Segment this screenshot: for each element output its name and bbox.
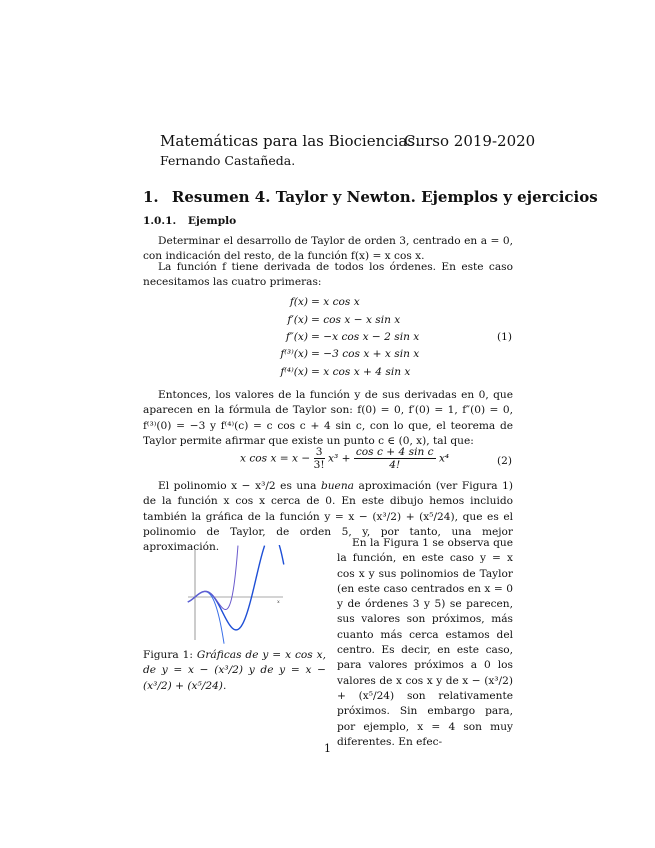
equation-2-fraction-2 xyxy=(354,446,436,471)
page-number: 1 xyxy=(324,742,331,755)
course-label: Curso 2019-2020 xyxy=(404,132,536,150)
paragraph-derivatives-intro: La función f tiene derivada de todos los órdenes. En este caso necesitamos las cuatro primeras: xyxy=(143,261,513,289)
paragraph-problem: Determinar el desarrollo de Taylor de orden 3, centrado en a = 0, con indicación del resto, de la función f(x) = x cos x. xyxy=(143,235,513,263)
equation-2-fraction-1 xyxy=(314,446,325,471)
taylor-plot xyxy=(143,545,328,645)
document-title: Matemáticas para las Biociencias. xyxy=(160,132,420,150)
subsection-heading xyxy=(143,215,236,227)
author-name: Fernando Castañeda. xyxy=(160,153,296,168)
equation-line: f⁽³⁾(x) xyxy=(280,348,308,360)
equation-2-tail: x⁴ xyxy=(438,452,450,465)
subsection-title: Ejemplo xyxy=(187,215,237,227)
section-number: 1. xyxy=(143,188,159,206)
caption-label: Figura 1: xyxy=(143,649,193,661)
equation-number-2: (2) xyxy=(497,455,513,467)
fraction-denominator: 3! xyxy=(313,459,325,471)
section-heading xyxy=(143,188,598,206)
equation-2-lhs: x cos x = x − xyxy=(240,452,311,465)
plot-series xyxy=(188,545,284,644)
equation-line: f⁽⁴⁾(x) xyxy=(280,366,308,378)
plot-axes xyxy=(188,550,283,640)
caption-text: Gráficas de y = x cos x, de y = x − (x³/2) y de y = x − (x³/2) + (x⁵/24). xyxy=(143,649,327,692)
fraction-denominator: 4! xyxy=(389,459,401,471)
series-line xyxy=(188,592,224,644)
paragraph-approximation-end: aproximación (ver Figura 1) de la función x cos x cerca de 0. En este dibujo hemos incluido también la gráfica de la función y = x − (x³/2) + (x⁵/24), que es el polinomio de Taylor, de orden 5, y, por tanto, una mejor aproximación. xyxy=(143,480,513,554)
paragraph-approximation-start: El polinomio x − x³/2 es una xyxy=(158,480,321,492)
equation-line: = −x cos x − 2 sin x xyxy=(311,331,420,343)
equation-2 xyxy=(240,446,449,471)
series-line xyxy=(188,545,284,630)
equation-line: = x cos x + 4 sin x xyxy=(311,366,411,378)
emphasis-buena: buena xyxy=(320,480,354,492)
equation-line: f(x) xyxy=(289,296,308,308)
figure-caption xyxy=(143,648,326,694)
axis-x-label: x xyxy=(277,599,280,605)
equation-line: f″(x) xyxy=(285,331,308,343)
series-line xyxy=(188,546,238,610)
section-title: Resumen 4. Taylor y Newton. Ejemplos y ejercicios xyxy=(171,188,598,206)
subsection-number: 1.0.1. xyxy=(143,215,177,227)
fraction-numerator: cos c + 4 sin c xyxy=(355,446,434,458)
figure-1 xyxy=(143,545,328,645)
equation-line: = −3 cos x + x sin x xyxy=(311,348,420,360)
equation-2-middle: x³ + xyxy=(328,452,351,465)
equation-number-1: (1) xyxy=(497,331,513,343)
equation-line: = cos x − x sin x xyxy=(311,314,401,326)
paragraph-taylor-values: Entonces, los valores de la función y de sus derivadas en 0, que aparecen en la fórmula de Taylor son: f(0) = 0, f′(0) = 1, f″(0) = 0, f⁽³⁾(0) = −3 y f⁽⁴⁾(c) = c cos c + 4 sin c, con lo que, el teorema de Taylor permite afirmar que existe un punto c ∈ (0, x), tal que: xyxy=(143,389,513,447)
paragraph-figure-discussion: En la Figura 1 se observa que la función, en este caso y = x cos x y sus polinomios de Taylor (en este caso centrados en x = 0 y de órdenes 3 y 5) se parecen, sus valores son próximos, más cuanto más cerca estamos del centro. Es decir, en este caso, para valores próximos a 0 los valores de x cos x y de x − (x³/2) + (x⁵/24) son relativamente próximos. Sin embargo para, por ejemplo, x = 4 son muy diferentes. En efec- xyxy=(337,537,513,748)
equation-line: = x cos x xyxy=(311,296,360,308)
fraction-numerator: 3 xyxy=(314,446,325,459)
equation-line: f′(x) xyxy=(287,314,308,326)
